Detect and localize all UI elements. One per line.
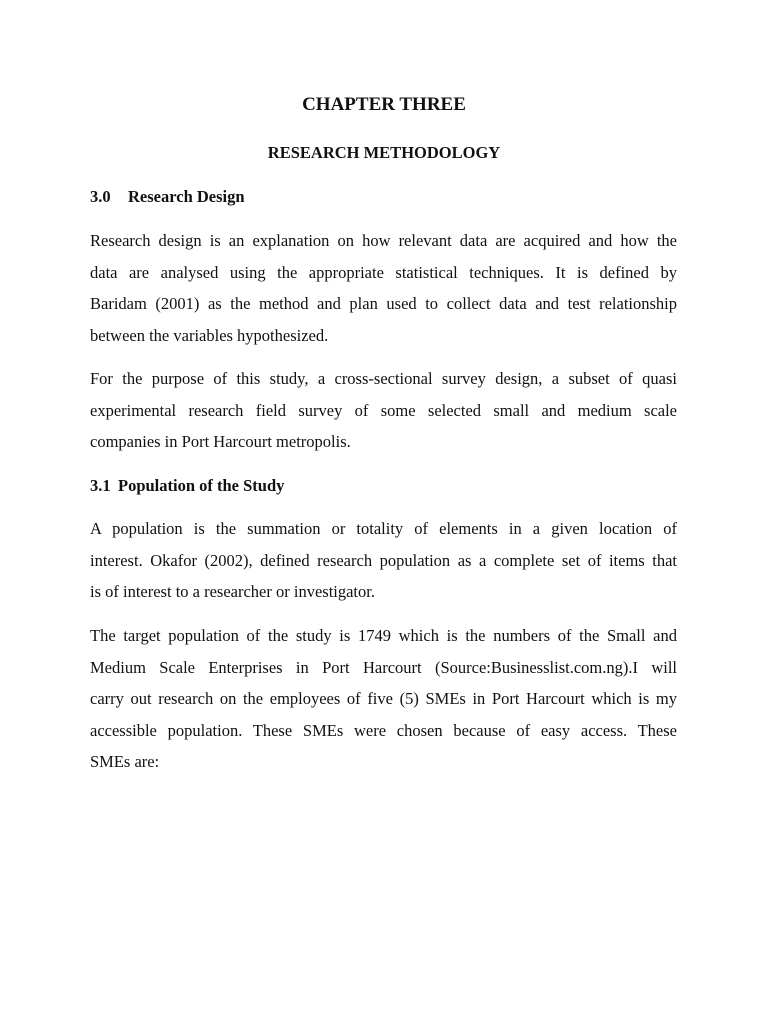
paragraph-line: interest. Okafor (2002), defined research population as a complete set of items that [90,550,677,570]
paragraph-line: SMEs are: [90,752,160,771]
paragraph-line: Research design is an explanation on how relevant data are acquired and how the [90,231,677,250]
paragraph-line: carry out research on the employees of five (5) SMEs in Port Harcourt which is my [90,689,677,708]
heading-text: Research Design [128,187,245,206]
heading-text: Population of the Study [118,476,285,495]
paragraph-line: accessible population. These SMEs were chosen because of easy access. These [90,720,677,740]
paragraph-line: data are analysed using the appropriate statistical techniques. It is defined by [90,262,677,282]
chapter-title: CHAPTER THREE [302,94,466,115]
paragraph-target-population [90,620,677,778]
paragraph-line: For the purpose of this study, a cross-sectional survey design, a subset of quasi [90,369,677,388]
paragraph-line: Baridam (2001) as the method and plan used to collect data and test relationship [90,294,677,313]
heading-number: 3.1 [90,476,111,495]
paragraph-line: between the variables hypothesized. [90,325,329,345]
heading-number: 3.0 [90,187,111,206]
paragraph-study-design [90,363,677,458]
paragraph-line: companies in Port Harcourt metropolis. [90,432,351,451]
paragraph-line: experimental research field survey of some selected small and medium scale [90,400,677,420]
paragraph-population-definition [90,513,677,608]
paragraph-line: Medium Scale Enterprises in Port Harcourt (Source:Businesslist.com.ng).I will [90,657,677,677]
paragraph-line: The target population of the study is 1749 which is the numbers of the Small and [90,626,677,645]
paragraph-line: is of interest to a researcher or investigator. [90,582,375,601]
section-title: RESEARCH METHODOLOGY [267,143,501,162]
heading-research-design [90,186,245,208]
paragraph-research-design-definition [90,225,677,351]
heading-population-of-study [90,475,284,497]
paragraph-line: A population is the summation or totality of elements in a given location of [90,519,677,538]
